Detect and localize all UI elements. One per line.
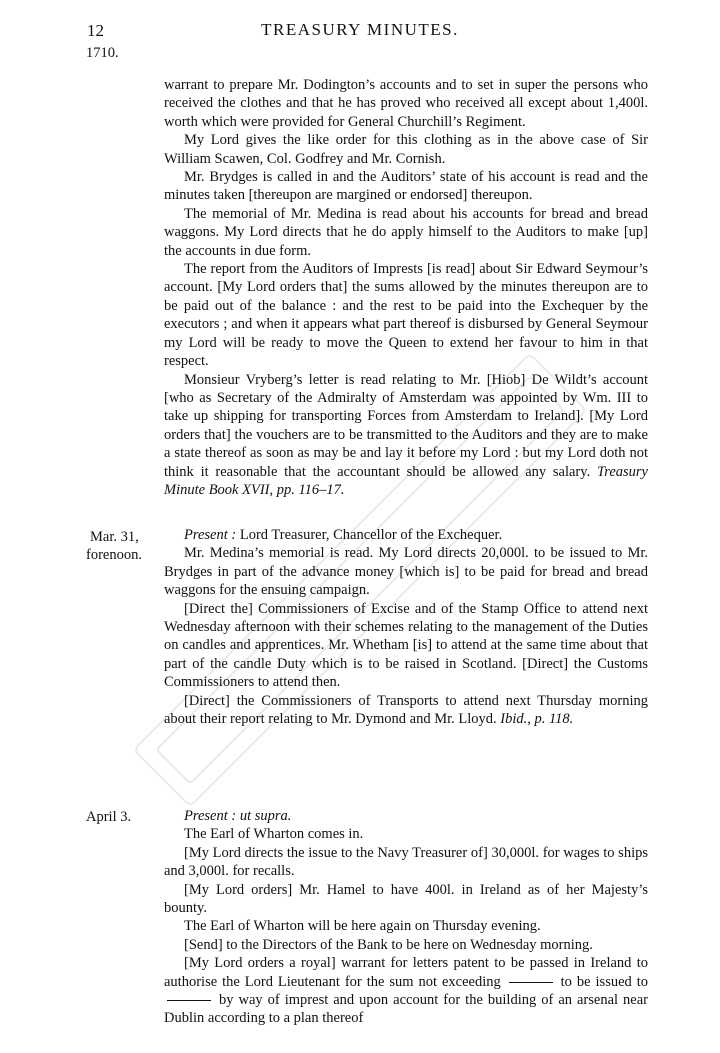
paragraph: The memorial of Mr. Medina is read about his accounts for bread and bread waggons. My Lord directs that he do apply himself to the Auditors to make [up] the accounts in due form. [164, 205, 648, 259]
paragraph: The Earl of Wharton will be here again on Thursday evening. [184, 918, 541, 935]
paragraph: The report from the Auditors of Imprests [is read] about Sir Edward Seymour’s account. [My Lord orders that] the sums allowed by the minutes thereupon are to be paid out of the balance : and the rest to be paid into the Exchequer by the executors ; and when it appears what part thereof is disbursed by General Seymour my Lord will be ready to move the Queen to extend her favour to him in that respect. [164, 261, 648, 370]
date-margin-note [86, 528, 142, 564]
date-margin-note [86, 808, 131, 826]
paragraph-text: by way of imprest and upon account for the building of an arsenal near Dublin according to a plan thereof [164, 992, 649, 1027]
year-margin-note: 1710. [86, 45, 119, 61]
paragraph: Mr. Brydges is called in and the Auditors’ state of his account is read and the minutes taken [thereupon are margined or endorsed] thereupon. [164, 169, 648, 204]
paragraph: Mr. Medina’s memorial is read. My Lord directs 20,000l. to be issued to Mr. Brydges in part of the advance money [which is] to be paid for bread and bread waggons for the ensuing campaign. [164, 545, 648, 599]
present-text: Lord Treasurer, Chancellor of the Exchequer. [239, 527, 503, 543]
present-line [164, 526, 648, 544]
paragraph-text: [Direct] the Commissioners of Transports to attend next Thursday morning about their report relating to Mr. Dymond and Mr. Lloyd. [164, 692, 648, 728]
paragraph [164, 371, 648, 500]
paragraph: [Send] to the Directors of the Bank to be here on Wednesday morning. [184, 936, 593, 953]
paragraph: My Lord gives the like order for this clothing as in the above case of Sir William Scawen, Col. Godfrey and Mr. Cornish. [164, 132, 648, 167]
paragraph [164, 692, 648, 729]
date: April 3. [86, 809, 132, 825]
paragraph: The Earl of Wharton comes in. [184, 826, 364, 843]
entry-april-3 [164, 807, 648, 1028]
entry-1710-continuation [164, 76, 648, 499]
paragraph [164, 954, 648, 1028]
present-text: ut supra. [239, 808, 292, 824]
paragraph: [My Lord directs the issue to the Navy Treasurer of] 30,000l. for wages to ships and 3,000l. for recalls. [164, 844, 648, 880]
citation: Ibid., p. 118. [500, 711, 574, 728]
running-title: TREASURY MINUTES. [261, 20, 459, 39]
paragraph-text: Monsieur Vryberg’s letter is read relating to Mr. [Hiob] De Wildt’s account [who as Secretary of the Admiralty of Amsterdam was appointed by Wm. III to take up shipping for transporting Forces from Amsterdam to Ireland]. [My Lord orders that] the vouchers are to be transmitted to the Auditors and they are to make a state thereof as soon as may be and lay it before my Lord : but my Lord doth not think it reasonable that the accountant should be allowed any salary. [164, 371, 648, 480]
present-line [164, 807, 648, 825]
present-label: Present : [184, 808, 237, 824]
time-of-day: forenoon. [86, 547, 142, 563]
citation: Treasury Minute Book XVII, pp. 116–17. [164, 463, 648, 498]
blank-line [167, 1000, 211, 1001]
paragraph-text: [My Lord orders a royal] warrant for letters patent to be passed in Ireland to authorise the Lord Lieutenant for the sum not exceeding [164, 955, 648, 990]
present-label: Present : [184, 527, 237, 543]
blank-line [509, 982, 553, 983]
paragraph: [My Lord orders] Mr. Hamel to have 400l. in Ireland as of her Majesty’s bounty. [164, 881, 648, 917]
paragraph: warrant to prepare Mr. Dodington’s accounts and to set in super the persons who received the clothes and that he has proved who received all except about 1,400l. worth which were provided for General Churchill’s Regiment. [164, 77, 648, 130]
date: Mar. 31, [90, 529, 139, 545]
paragraph: [Direct the] Commissioners of Excise and of the Stamp Office to attend next Wednesday afternoon with their schemes relating to the management of the Duties on candles and apprentices. Mr. Whetham [is] to attend at the same time about that part of the candle Duty which is to be raised in Scotland. [Direct] the Customs Commissioners to attend then. [164, 600, 648, 691]
entry-mar-31 [164, 526, 648, 728]
page-number: 12 [87, 21, 104, 40]
paragraph-text: to be issued to [560, 973, 648, 990]
